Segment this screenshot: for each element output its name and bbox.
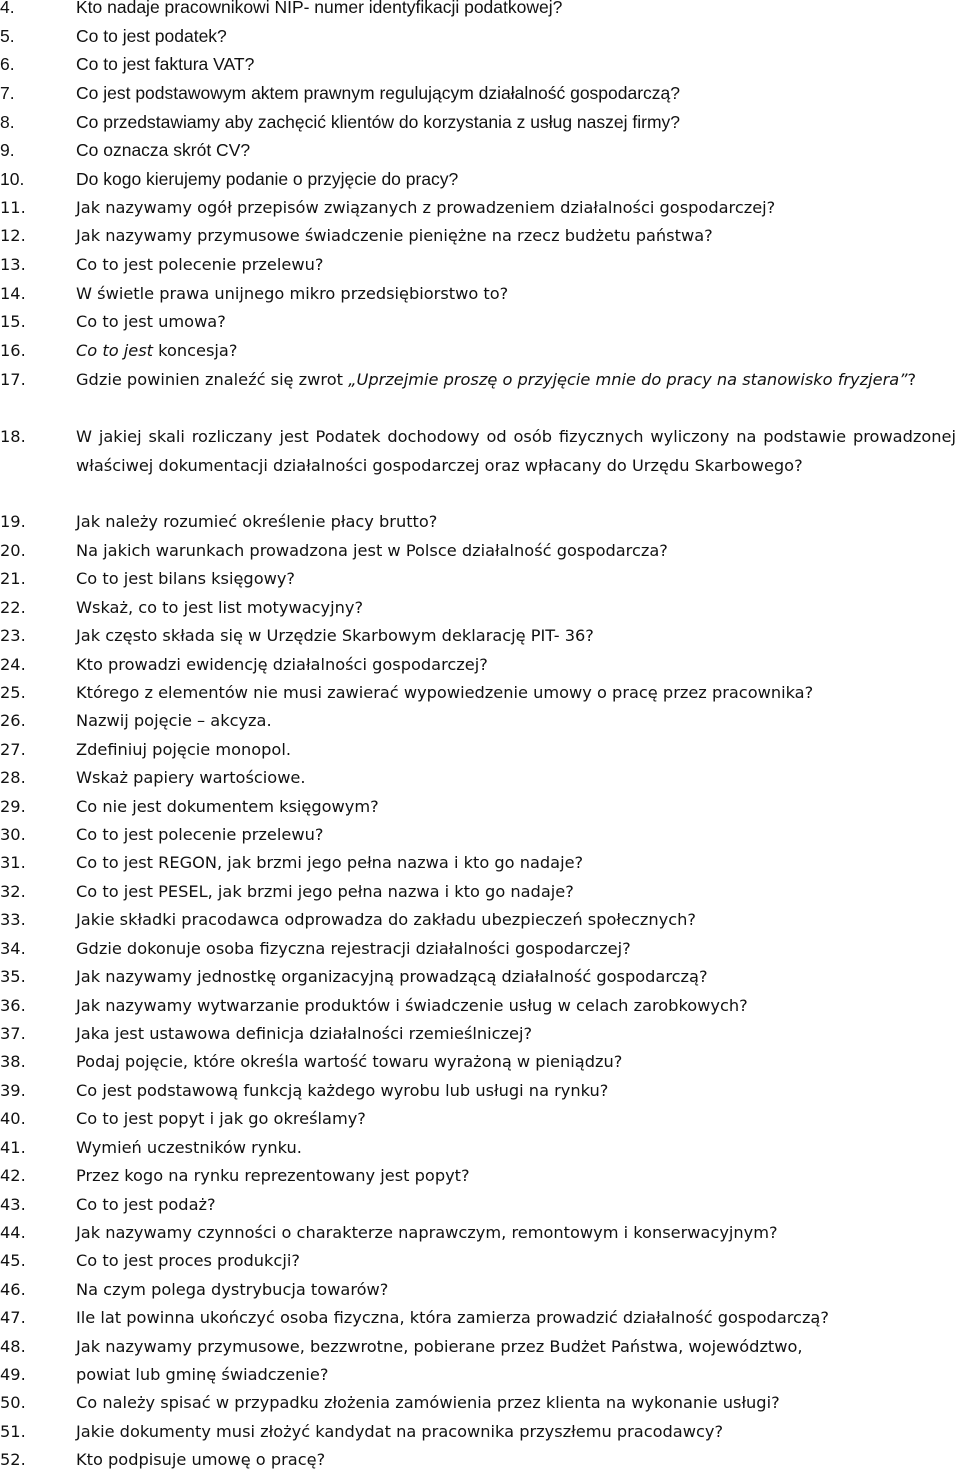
item-number: 4. <box>0 0 15 17</box>
item-number: 16. <box>0 341 26 360</box>
item-number: 24. <box>0 655 26 674</box>
item-number: 10. <box>0 169 25 189</box>
item-number: 27. <box>0 740 26 759</box>
item-text: Kto nadaje pracownikowi NIP- numer identyfikacji podatkowej? <box>76 0 563 17</box>
item-text: Co to jest PESEL, jak brzmi jego pełna nazwa i kto go nadaje? <box>76 882 574 901</box>
item-number: 5. <box>0 26 15 46</box>
item-text: Przez kogo na rynku reprezentowany jest popyt? <box>76 1166 470 1185</box>
item-text <box>76 366 956 395</box>
item-number: 26. <box>0 711 26 730</box>
item-text: Jak należy rozumieć określenie płacy brutto? <box>76 512 438 531</box>
item-text: Jakie składki pracodawca odprowadza do zakładu ubezpieczeń społecznych? <box>76 910 696 929</box>
item-number: 23. <box>0 626 26 645</box>
item-number: 21. <box>0 569 26 588</box>
item-number: 52. <box>0 1450 26 1469</box>
item-text: Co to jest umowa? <box>76 312 226 331</box>
item-text: Co to jest polecenie przelewu? <box>76 255 324 274</box>
item-text: Co to jest podaż? <box>76 1195 216 1214</box>
item-text-italic: „Uprzejmie proszę o przyjęcie mnie do pracy na stanowisko fryzjera” <box>348 370 908 389</box>
item-text: Wskaż, co to jest list motywacyjny? <box>76 598 364 617</box>
item-number: 9. <box>0 140 15 160</box>
item-text: Gdzie dokonuje osoba fizyczna rejestracji działalności gospodarczej? <box>76 939 631 958</box>
item-number: 29. <box>0 797 26 816</box>
item-number: 51. <box>0 1422 26 1441</box>
item-text: Na jakich warunkach prowadzona jest w Polsce działalność gospodarcza? <box>76 541 668 560</box>
item-number: 17. <box>0 370 26 389</box>
item-text: Co to jest bilans księgowy? <box>76 569 296 588</box>
item-text-after: ? <box>907 370 917 389</box>
item-number: 41. <box>0 1138 26 1157</box>
item-text: Co jest podstawową funkcją każdego wyrobu lub usługi na rynku? <box>76 1081 609 1100</box>
item-text: W świetle prawa unijnego mikro przedsiębiorstwo to? <box>76 284 509 303</box>
item-number: 20. <box>0 541 26 560</box>
item-text: Kto podpisuje umowę o pracę? <box>76 1450 326 1469</box>
item-text: Jak często składa się w Urzędzie Skarbowym deklarację PIT- 36? <box>76 626 594 645</box>
item-number: 28. <box>0 768 26 787</box>
item-text: Jak nazywamy ogół przepisów związanych z prowadzeniem działalności gospodarczej? <box>76 198 776 217</box>
item-text: powiat lub gminę świadczenie? <box>76 1365 329 1384</box>
item-text: Jak nazywamy czynności o charakterze naprawczym, remontowym i konserwacyjnym? <box>76 1223 778 1242</box>
item-number: 15. <box>0 312 26 331</box>
item-number: 13. <box>0 255 26 274</box>
item-number: 8. <box>0 112 15 132</box>
item-number: 50. <box>0 1393 26 1412</box>
item-text: Co to jest faktura VAT? <box>76 54 255 74</box>
item-text: Którego z elementów nie musi zawierać wypowiedzenie umowy o pracę przez pracownika? <box>76 683 814 702</box>
item-number: 34. <box>0 939 26 958</box>
item-text: Co oznacza skrót CV? <box>76 140 251 160</box>
item-number: 22. <box>0 598 26 617</box>
item-text: Jak nazywamy przymusowe świadczenie pieniężne na rzecz budżetu państwa? <box>76 226 713 245</box>
item-text: Jaka jest ustawowa definicja działalności rzemieślniczej? <box>76 1024 533 1043</box>
item-text: Co nie jest dokumentem księgowym? <box>76 797 379 816</box>
item-number: 12. <box>0 226 26 245</box>
item-text: Wskaż papiery wartościowe. <box>76 768 306 787</box>
item-text: Zdefiniuj pojęcie monopol. <box>76 740 291 759</box>
item-number: 30. <box>0 825 26 844</box>
item-number: 49. <box>0 1365 26 1384</box>
item-text: Jakie dokumenty musi złożyć kandydat na pracownika przyszłemu pracodawcy? <box>76 1422 724 1441</box>
item-number: 35. <box>0 967 26 986</box>
item-number: 38. <box>0 1052 26 1071</box>
item-text: Co to jest REGON, jak brzmi jego pełna nazwa i kto go nadaje? <box>76 853 584 872</box>
item-text: Wymień uczestników rynku. <box>76 1138 302 1157</box>
item-number: 48. <box>0 1337 26 1356</box>
item-number: 6. <box>0 54 15 74</box>
item-number: 42. <box>0 1166 26 1185</box>
item-text: Ile lat powinna ukończyć osoba fizyczna, która zamierza prowadzić działalność gospodarczą? <box>76 1308 829 1327</box>
item-text: Do kogo kierujemy podanie o przyjęcie do pracy? <box>76 169 459 189</box>
item-number: 46. <box>0 1280 26 1299</box>
item-number: 7. <box>0 83 15 103</box>
item-text: Podaj pojęcie, które określa wartość towaru wyrażoną w pieniądzu? <box>76 1052 623 1071</box>
item-number: 37. <box>0 1024 26 1043</box>
item-text: Jak nazywamy wytwarzanie produktów i świadczenie usług w celach zarobkowych? <box>76 996 748 1015</box>
item-text: Co jest podstawowym aktem prawnym regulującym działalność gospodarczą? <box>76 83 681 103</box>
item-text: Jak nazywamy jednostkę organizacyjną prowadzącą działalność gospodarczą? <box>76 967 708 986</box>
item-number: 47. <box>0 1308 26 1327</box>
item-text: Nazwij pojęcie – akcyza. <box>76 711 272 730</box>
item-number: 44. <box>0 1223 26 1242</box>
item-number: 11. <box>0 198 26 217</box>
item-number: 39. <box>0 1081 26 1100</box>
item-number: 25. <box>0 683 26 702</box>
item-text: W jakiej skali rozliczany jest Podatek dochodowy od osób fizycznych wyliczony na podstawie prowadzonej właściwej dokumentacji działalności gospodarczej oraz wpłacany do Urzędu Skarbowego? <box>76 427 956 475</box>
item-number: 40. <box>0 1109 26 1128</box>
item-text: Na czym polega dystrybucja towarów? <box>76 1280 389 1299</box>
item-number: 33. <box>0 910 26 929</box>
item-text-rest: koncesja? <box>153 341 238 360</box>
item-text: Co to jest popyt i jak go określamy? <box>76 1109 366 1128</box>
item-number: 45. <box>0 1251 26 1270</box>
item-number: 18. <box>0 427 26 446</box>
item-number: 32. <box>0 882 26 901</box>
item-text: Co to jest podatek? <box>76 26 227 46</box>
item-text: Co należy spisać w przypadku złożenia zamówienia przez klienta na wykonanie usługi? <box>76 1393 780 1412</box>
item-text: Co przedstawiamy aby zachęcić klientów do korzystania z usług naszej firmy? <box>76 112 681 132</box>
item-text-italic: Co to jest <box>76 341 153 360</box>
item-number: 14. <box>0 284 26 303</box>
item-number: 36. <box>0 996 26 1015</box>
item-text: Co to jest polecenie przelewu? <box>76 825 324 844</box>
item-text: Kto prowadzi ewidencję działalności gospodarczej? <box>76 655 488 674</box>
item-number: 19. <box>0 512 26 531</box>
item-number: 31. <box>0 853 26 872</box>
item-text-before: Gdzie powinien znaleźć się zwrot <box>76 370 349 389</box>
item-text: Jak nazywamy przymusowe, bezzwrotne, pobierane przez Budżet Państwa, województwo, <box>76 1337 803 1356</box>
item-text: Co to jest proces produkcji? <box>76 1251 300 1270</box>
item-number: 43. <box>0 1195 26 1214</box>
item-text <box>76 337 960 366</box>
